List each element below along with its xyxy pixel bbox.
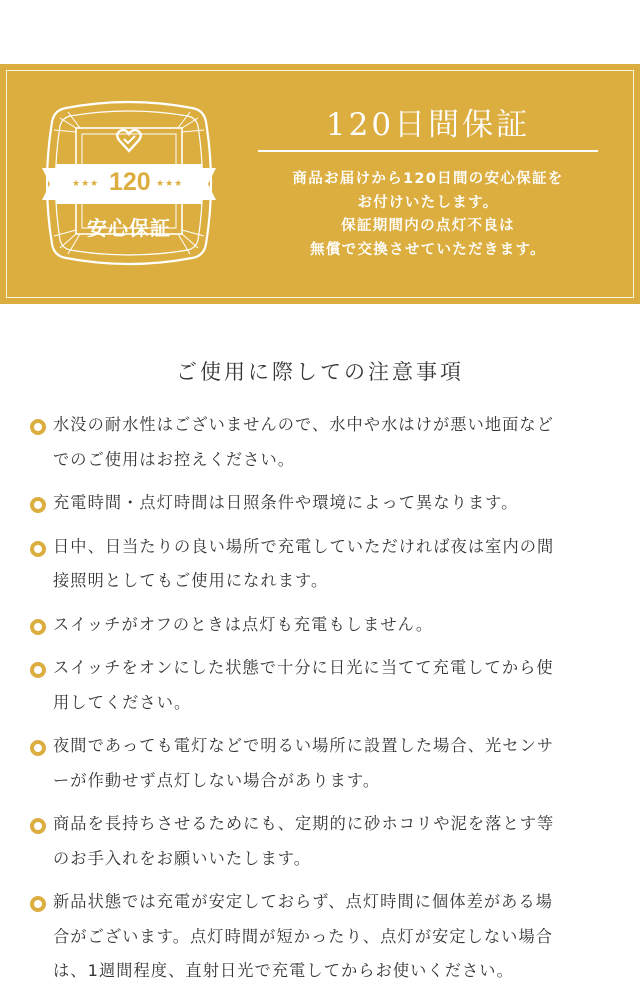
- note-line: スイッチがオフのときは点灯も充電もしません。: [53, 614, 434, 634]
- heart-icon: [116, 128, 142, 154]
- banner-line: 保証期間内の点灯不良は: [341, 218, 515, 234]
- note-line: 接照明としてもご使用になれます。: [53, 571, 329, 590]
- banner-divider: [258, 150, 598, 152]
- note-line: 合がございます。点灯時間が短かったり、点灯が安定しない場合: [53, 926, 554, 946]
- bullet-icon: [30, 619, 46, 635]
- note-item: [30, 408, 620, 477]
- banner-description: [250, 168, 606, 262]
- banner-title: 120日間保証: [325, 107, 531, 143]
- bullet-icon: [30, 896, 46, 912]
- note-line: 商品を長持ちさせるためにも、定期的に砂ホコリや泥を落とす等: [53, 814, 555, 833]
- badge-stars-left: ★★★: [72, 179, 100, 189]
- note-item: [30, 608, 620, 643]
- notes-list: [30, 408, 620, 989]
- bullet-icon: [30, 818, 46, 834]
- badge-stars-right: ★★★: [156, 179, 184, 189]
- bullet-icon: [30, 740, 46, 756]
- bullet-icon: [30, 541, 46, 557]
- note-line: は、1週間程度、直射日光で充電してからお使いください。: [53, 961, 514, 980]
- note-line: でのご使用はお控えください。: [53, 449, 296, 469]
- note-line: 水没の耐水性はございませんので、水中や水はけが悪い地面など: [53, 415, 555, 434]
- badge-label: 安心保証: [87, 216, 171, 240]
- note-line: スイッチをオンにした状態で十分に日光に当てて充電してから使: [53, 658, 554, 677]
- note-line: 用してください。: [53, 692, 192, 712]
- banner-line: 商品お届けから120日間の安心保証を: [292, 171, 564, 187]
- note-item: [30, 729, 620, 798]
- note-line: のお手入れをお願いいたします。: [53, 848, 312, 868]
- bullet-icon: [30, 419, 46, 435]
- notes-title: ご使用に際しての注意事項: [176, 360, 464, 384]
- note-item: [30, 530, 620, 599]
- bullet-icon: [30, 497, 46, 513]
- banner-line: お付けいたします。: [357, 194, 499, 211]
- warranty-badge: [36, 100, 222, 266]
- note-line: 新品状態では充電が安定しておらず、点灯時間に個体差がある場: [53, 892, 554, 911]
- note-line: 日中、日当たりの良い場所で充電していただければ夜は室内の間: [53, 536, 555, 556]
- note-item: [30, 651, 620, 720]
- note-item: [30, 807, 620, 876]
- banner-line: 無償で交換させていただきます。: [310, 241, 546, 258]
- badge-number: 120: [109, 168, 151, 196]
- note-line: 夜間であっても電灯などで明るい場所に設置した場合、光センサ: [53, 736, 555, 755]
- bullet-icon: [30, 662, 46, 678]
- note-item: [30, 486, 620, 521]
- note-line: 充電時間・点灯時間は日照条件や環境によって異なります。: [53, 493, 519, 512]
- note-line: ーが作動せず点灯しない場合があります。: [53, 770, 381, 790]
- note-item: [30, 885, 620, 989]
